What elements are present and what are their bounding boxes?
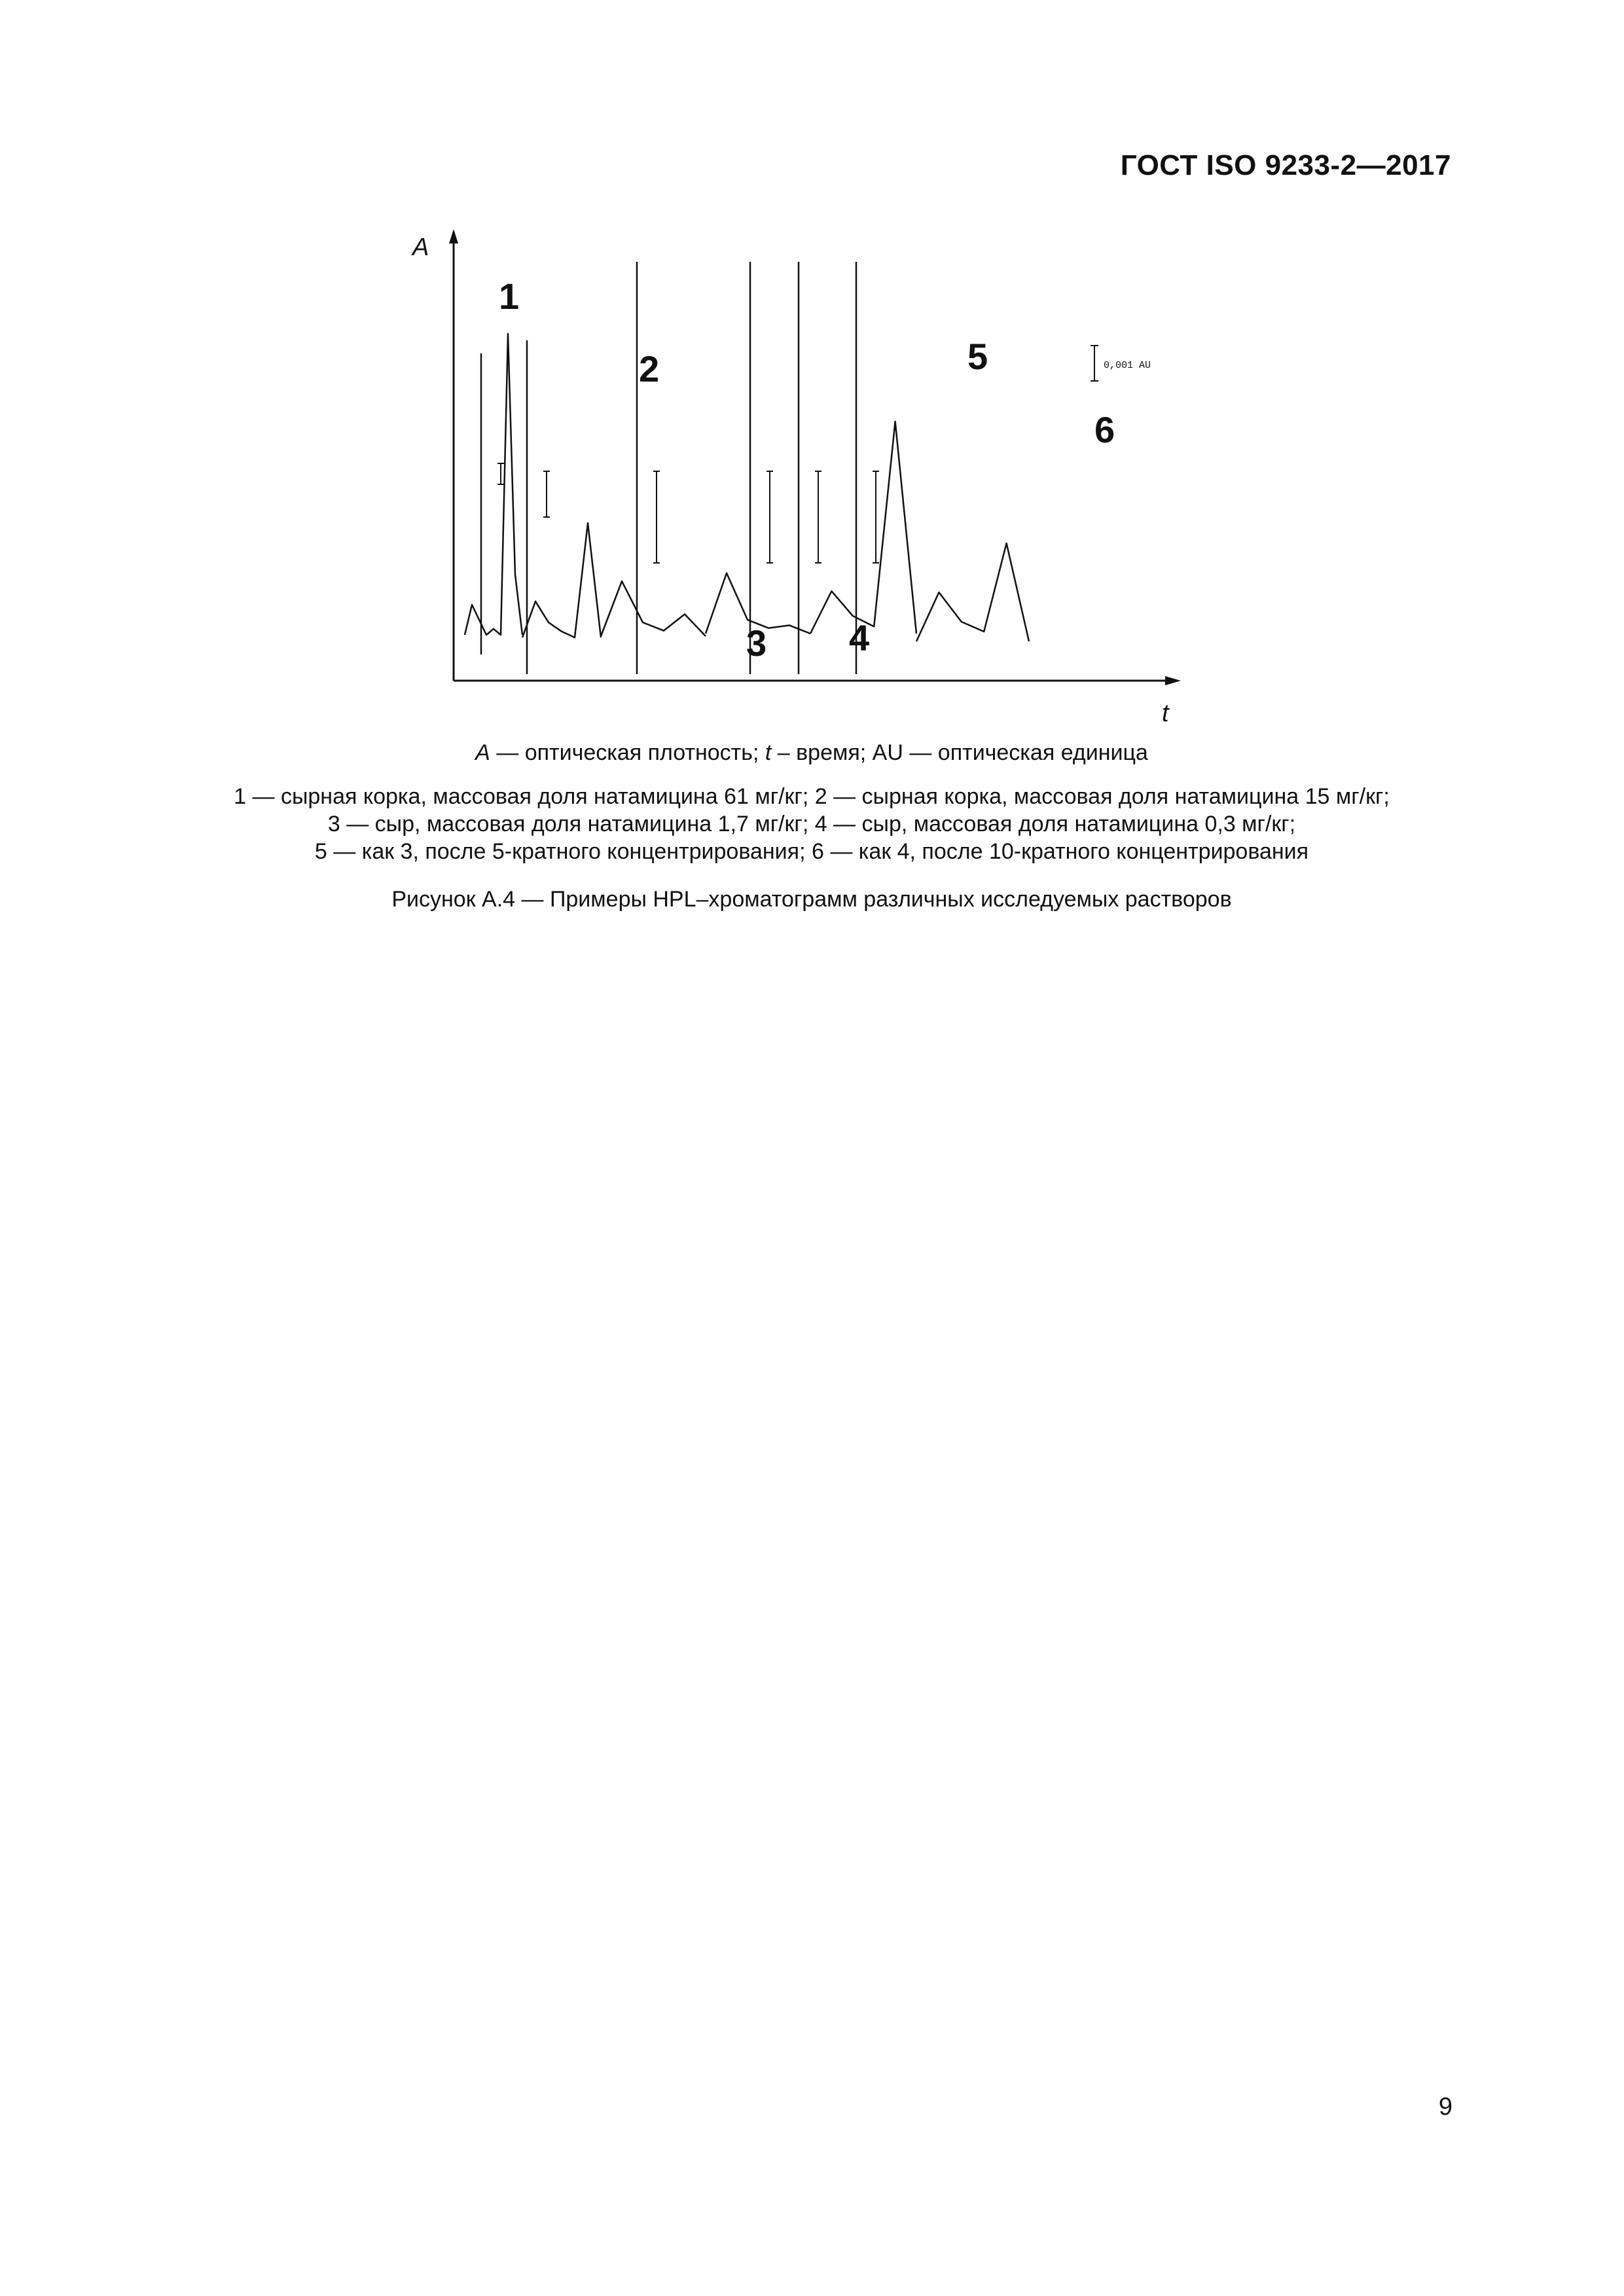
figure-item-list — [98, 783, 1525, 865]
attenuation-bar-6 — [873, 471, 879, 563]
chromatogram-figure — [393, 223, 1218, 733]
chromatogram-traces — [465, 334, 1029, 641]
scale-bar — [1091, 346, 1151, 381]
figure-title: Рисунок А.4 — Примеры HPL–хроматограмм различных исследуемых растворов — [391, 887, 1232, 912]
attenuation-bar-4 — [767, 471, 773, 563]
scale-bar-label: 0,001 AU — [1104, 360, 1151, 371]
chromatogram-trace-2 — [522, 523, 601, 637]
chromatogram-trace-3 — [601, 581, 706, 636]
attenuation-bar-1 — [497, 463, 504, 484]
figure-item-line: 3 — сыр, массовая доля натамицина 1,7 мг/кг; 4 — сыр, массовая доля натамицина 0,3 мг/кг; — [327, 812, 1296, 836]
chromatogram-trace-5 — [810, 422, 916, 634]
legend-a-symbol: A — [475, 740, 490, 765]
peak-label-6: 6 — [1094, 409, 1115, 450]
peak-label-1: 1 — [499, 276, 520, 317]
document-id-header: ГОСТ ISO 9233-2—2017 — [1120, 149, 1451, 181]
x-axis-arrow — [1165, 676, 1181, 685]
attenuation-bar-3 — [653, 471, 660, 563]
page-number: 9 — [1438, 2093, 1453, 2121]
x-axis-label: t — [1162, 700, 1169, 727]
peak-label-3: 3 — [746, 622, 767, 664]
figure-legend — [131, 738, 1492, 767]
chromatogram-svg — [393, 223, 1218, 733]
peak-label-5: 5 — [967, 336, 988, 377]
legend-rest-text: – время; AU — оптическая единица — [771, 740, 1148, 765]
peak-label-4: 4 — [849, 617, 870, 658]
y-axis-label: A — [412, 234, 429, 261]
chromatogram-trace-1 — [465, 334, 522, 635]
chromatogram-trace-6 — [916, 543, 1029, 641]
figure-item-line: 1 — сырная корка, массовая доля натамицина 61 мг/кг; 2 — сырная корка, массовая доля натамицина 15 мг/кг; — [234, 784, 1390, 809]
peak-labels — [499, 276, 1115, 664]
figure-item-line: 5 — как 3, после 5-кратного концентрирования; 6 — как 4, после 10-кратного концентрирования — [314, 839, 1309, 864]
y-axis-arrow — [449, 229, 458, 243]
attenuation-bar-2 — [543, 471, 550, 517]
attenuation-bar-5 — [815, 471, 821, 563]
injection-markers — [481, 262, 879, 674]
legend-t-symbol: t — [765, 740, 772, 765]
legend-a-text: — оптическая плотность; — [490, 740, 765, 765]
peak-label-2: 2 — [639, 348, 660, 389]
